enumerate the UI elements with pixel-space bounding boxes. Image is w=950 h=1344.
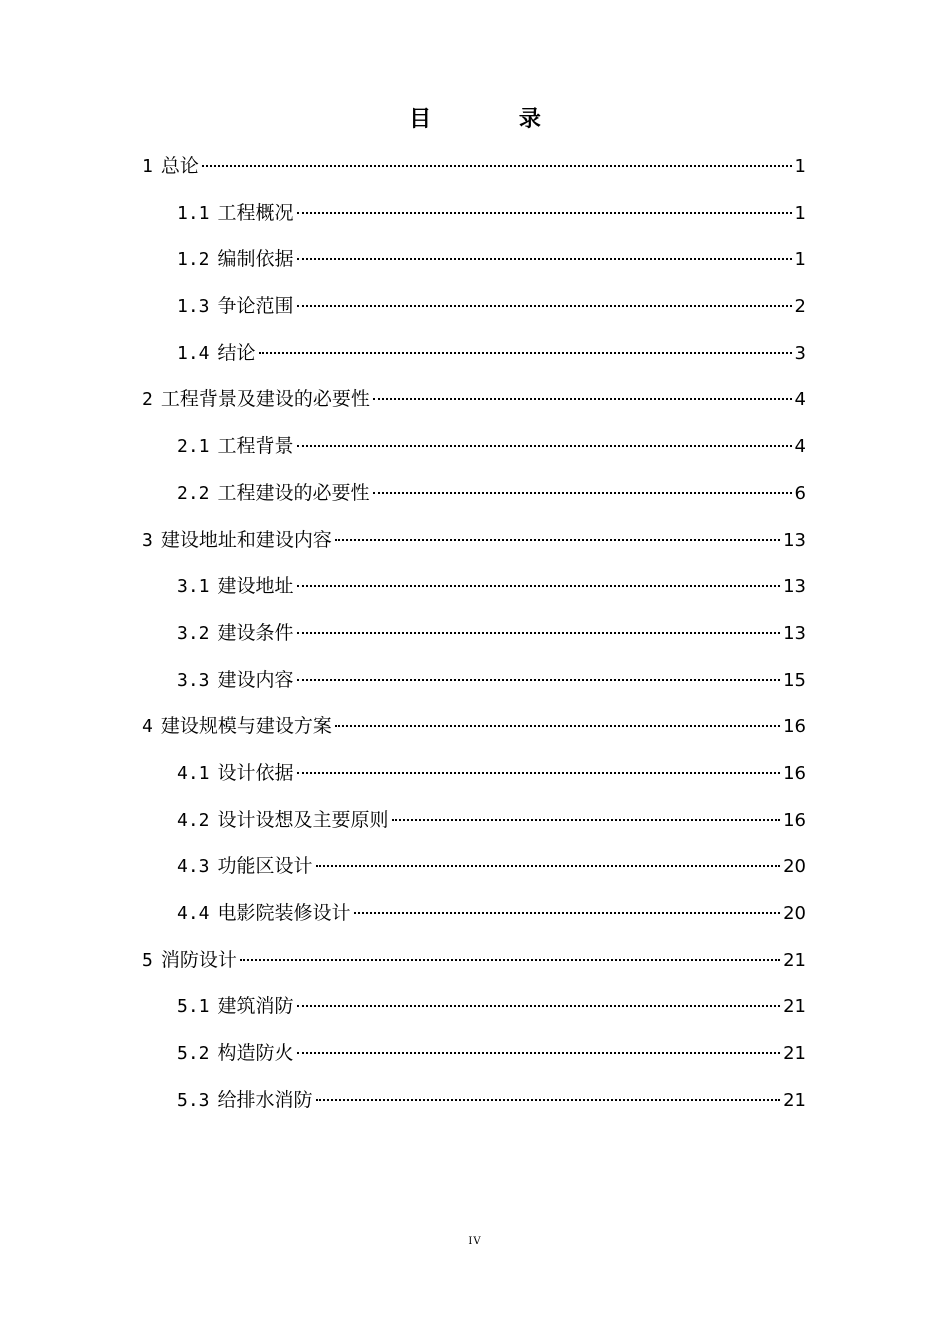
toc-entry[interactable]	[142, 990, 806, 1037]
toc-entry-title: 工程背景及建设的必要性	[160, 388, 370, 411]
toc-entry[interactable]	[142, 430, 806, 477]
toc-entry-title: 工程建设的必要性	[217, 481, 370, 504]
toc-entry-page: 13	[783, 576, 806, 598]
toc-entry-title: 设计设想及主要原则	[217, 808, 389, 831]
toc-entry[interactable]	[142, 850, 806, 897]
toc-entry[interactable]	[142, 1084, 806, 1131]
toc-entry-page: 16	[783, 809, 806, 831]
toc-entry[interactable]	[142, 944, 806, 991]
toc-entry-number: 4.2	[177, 809, 210, 831]
toc-entry[interactable]	[142, 1037, 806, 1084]
toc-entry[interactable]	[142, 290, 806, 337]
toc-entry[interactable]	[142, 243, 806, 290]
toc-entry-title: 建设规模与建设方案	[160, 715, 332, 738]
toc-entry-page: 1	[794, 156, 806, 177]
toc-entry-number: 5	[142, 949, 153, 971]
toc-entry-number: 4.4	[177, 903, 210, 924]
toc-entry-number: 3.1	[177, 576, 210, 598]
toc-entry-number: 4	[142, 716, 153, 738]
toc-entry-number: 2.1	[177, 436, 210, 458]
toc-entry-number: 1.3	[177, 296, 210, 318]
toc-dot-leader	[354, 912, 781, 914]
toc-entry-number: 5.2	[177, 1043, 210, 1065]
toc-dot-leader	[373, 492, 792, 494]
toc-entry-title: 工程概况	[217, 201, 294, 224]
toc-dot-leader	[373, 398, 792, 400]
toc-entry-page: 21	[783, 949, 806, 971]
toc-entry-title: 编制依据	[217, 248, 294, 271]
toc-entry-title: 设计依据	[217, 761, 294, 784]
toc-entry[interactable]	[142, 710, 806, 757]
toc-entry-title: 结论	[217, 341, 256, 364]
toc-dot-leader	[297, 585, 781, 587]
toc-entry[interactable]	[142, 477, 806, 524]
toc-entry-number: 1.4	[177, 342, 210, 364]
toc-dot-leader	[297, 772, 781, 774]
toc-entry-number: 1.1	[177, 202, 210, 224]
toc-entry-title: 工程背景	[217, 435, 294, 458]
toc-entry-title: 争论范围	[217, 295, 294, 318]
toc-entry-page: 4	[794, 389, 806, 411]
toc-entry[interactable]	[142, 570, 806, 617]
toc-entry-title: 建设内容	[217, 668, 294, 691]
toc-entry-title: 建设地址和建设内容	[160, 528, 332, 551]
toc-dot-leader	[202, 165, 792, 167]
toc-dot-leader	[335, 725, 780, 727]
toc-entry-page: 3	[794, 342, 806, 364]
toc-entry-page: 15	[783, 669, 806, 691]
toc-dot-leader	[297, 305, 792, 307]
toc-dot-leader	[297, 258, 792, 260]
toc-entry-title: 建筑消防	[217, 995, 294, 1018]
toc-entry-page: 2	[794, 296, 806, 318]
toc-entry-number: 3.2	[177, 622, 210, 644]
toc-dot-leader	[316, 865, 781, 867]
toc-entry-page: 16	[783, 716, 806, 738]
toc-entry-page: 20	[783, 856, 806, 878]
toc-entry-page: 1	[794, 249, 806, 271]
toc-entry-number: 5.3	[177, 1089, 210, 1111]
toc-entry[interactable]	[142, 897, 806, 944]
toc-entry[interactable]	[142, 617, 806, 664]
toc-dot-leader	[335, 539, 780, 541]
toc-dot-leader	[297, 212, 792, 214]
toc-entry-title: 建设地址	[217, 575, 294, 598]
toc-entry-page: 13	[783, 622, 806, 644]
toc-entry-number: 3.3	[177, 669, 210, 691]
toc-dot-leader	[316, 1099, 781, 1101]
toc-entry[interactable]	[142, 804, 806, 851]
toc-entry-number: 1.2	[177, 249, 210, 271]
toc-entry-page: 6	[794, 482, 806, 504]
toc-entry-number: 2.2	[177, 482, 210, 504]
toc-entry-number: 1	[142, 156, 153, 177]
toc-dot-leader	[297, 1005, 781, 1007]
toc-entry-page: 20	[783, 903, 806, 924]
toc-dot-leader	[259, 352, 792, 354]
toc-dot-leader	[297, 632, 781, 634]
toc-entry-number: 5.1	[177, 996, 210, 1018]
toc-entry-number: 4.1	[177, 762, 210, 784]
toc-entry-page: 21	[783, 996, 806, 1018]
toc-dot-leader	[240, 959, 780, 961]
toc-entry-page: 16	[783, 762, 806, 784]
toc-entry[interactable]	[142, 150, 806, 197]
toc-entry[interactable]	[142, 757, 806, 804]
toc-entry-title: 消防设计	[160, 948, 237, 971]
toc-title: 目 录	[409, 107, 581, 132]
toc-entry-number: 4.3	[177, 856, 210, 878]
toc-entry-title: 功能区设计	[217, 855, 313, 878]
toc-entry[interactable]	[142, 197, 806, 244]
toc-entry-page: 1	[794, 202, 806, 224]
toc-entry-page: 21	[783, 1043, 806, 1065]
toc-dot-leader	[297, 445, 792, 447]
toc-entry[interactable]	[142, 383, 806, 430]
toc-entry-title: 电影院装修设计	[217, 902, 351, 924]
toc-entry-title: 构造防火	[217, 1042, 294, 1065]
page-number: IV	[468, 1236, 482, 1247]
toc-entry-page: 21	[783, 1089, 806, 1111]
toc-entry-title: 建设条件	[217, 621, 294, 644]
toc-entry[interactable]	[142, 524, 806, 571]
toc-entry[interactable]	[142, 664, 806, 711]
table-of-contents	[142, 150, 806, 1130]
toc-entry-number: 3	[142, 529, 153, 551]
toc-dot-leader	[297, 1052, 781, 1054]
toc-entry-number: 2	[142, 389, 153, 411]
toc-entry[interactable]	[142, 337, 806, 384]
toc-entry-page: 13	[783, 529, 806, 551]
toc-entry-page: 4	[794, 436, 806, 458]
toc-entry-title: 给排水消防	[217, 1088, 313, 1111]
toc-entry-title: 总论	[160, 155, 199, 177]
toc-dot-leader	[392, 819, 781, 821]
toc-dot-leader	[297, 679, 781, 681]
